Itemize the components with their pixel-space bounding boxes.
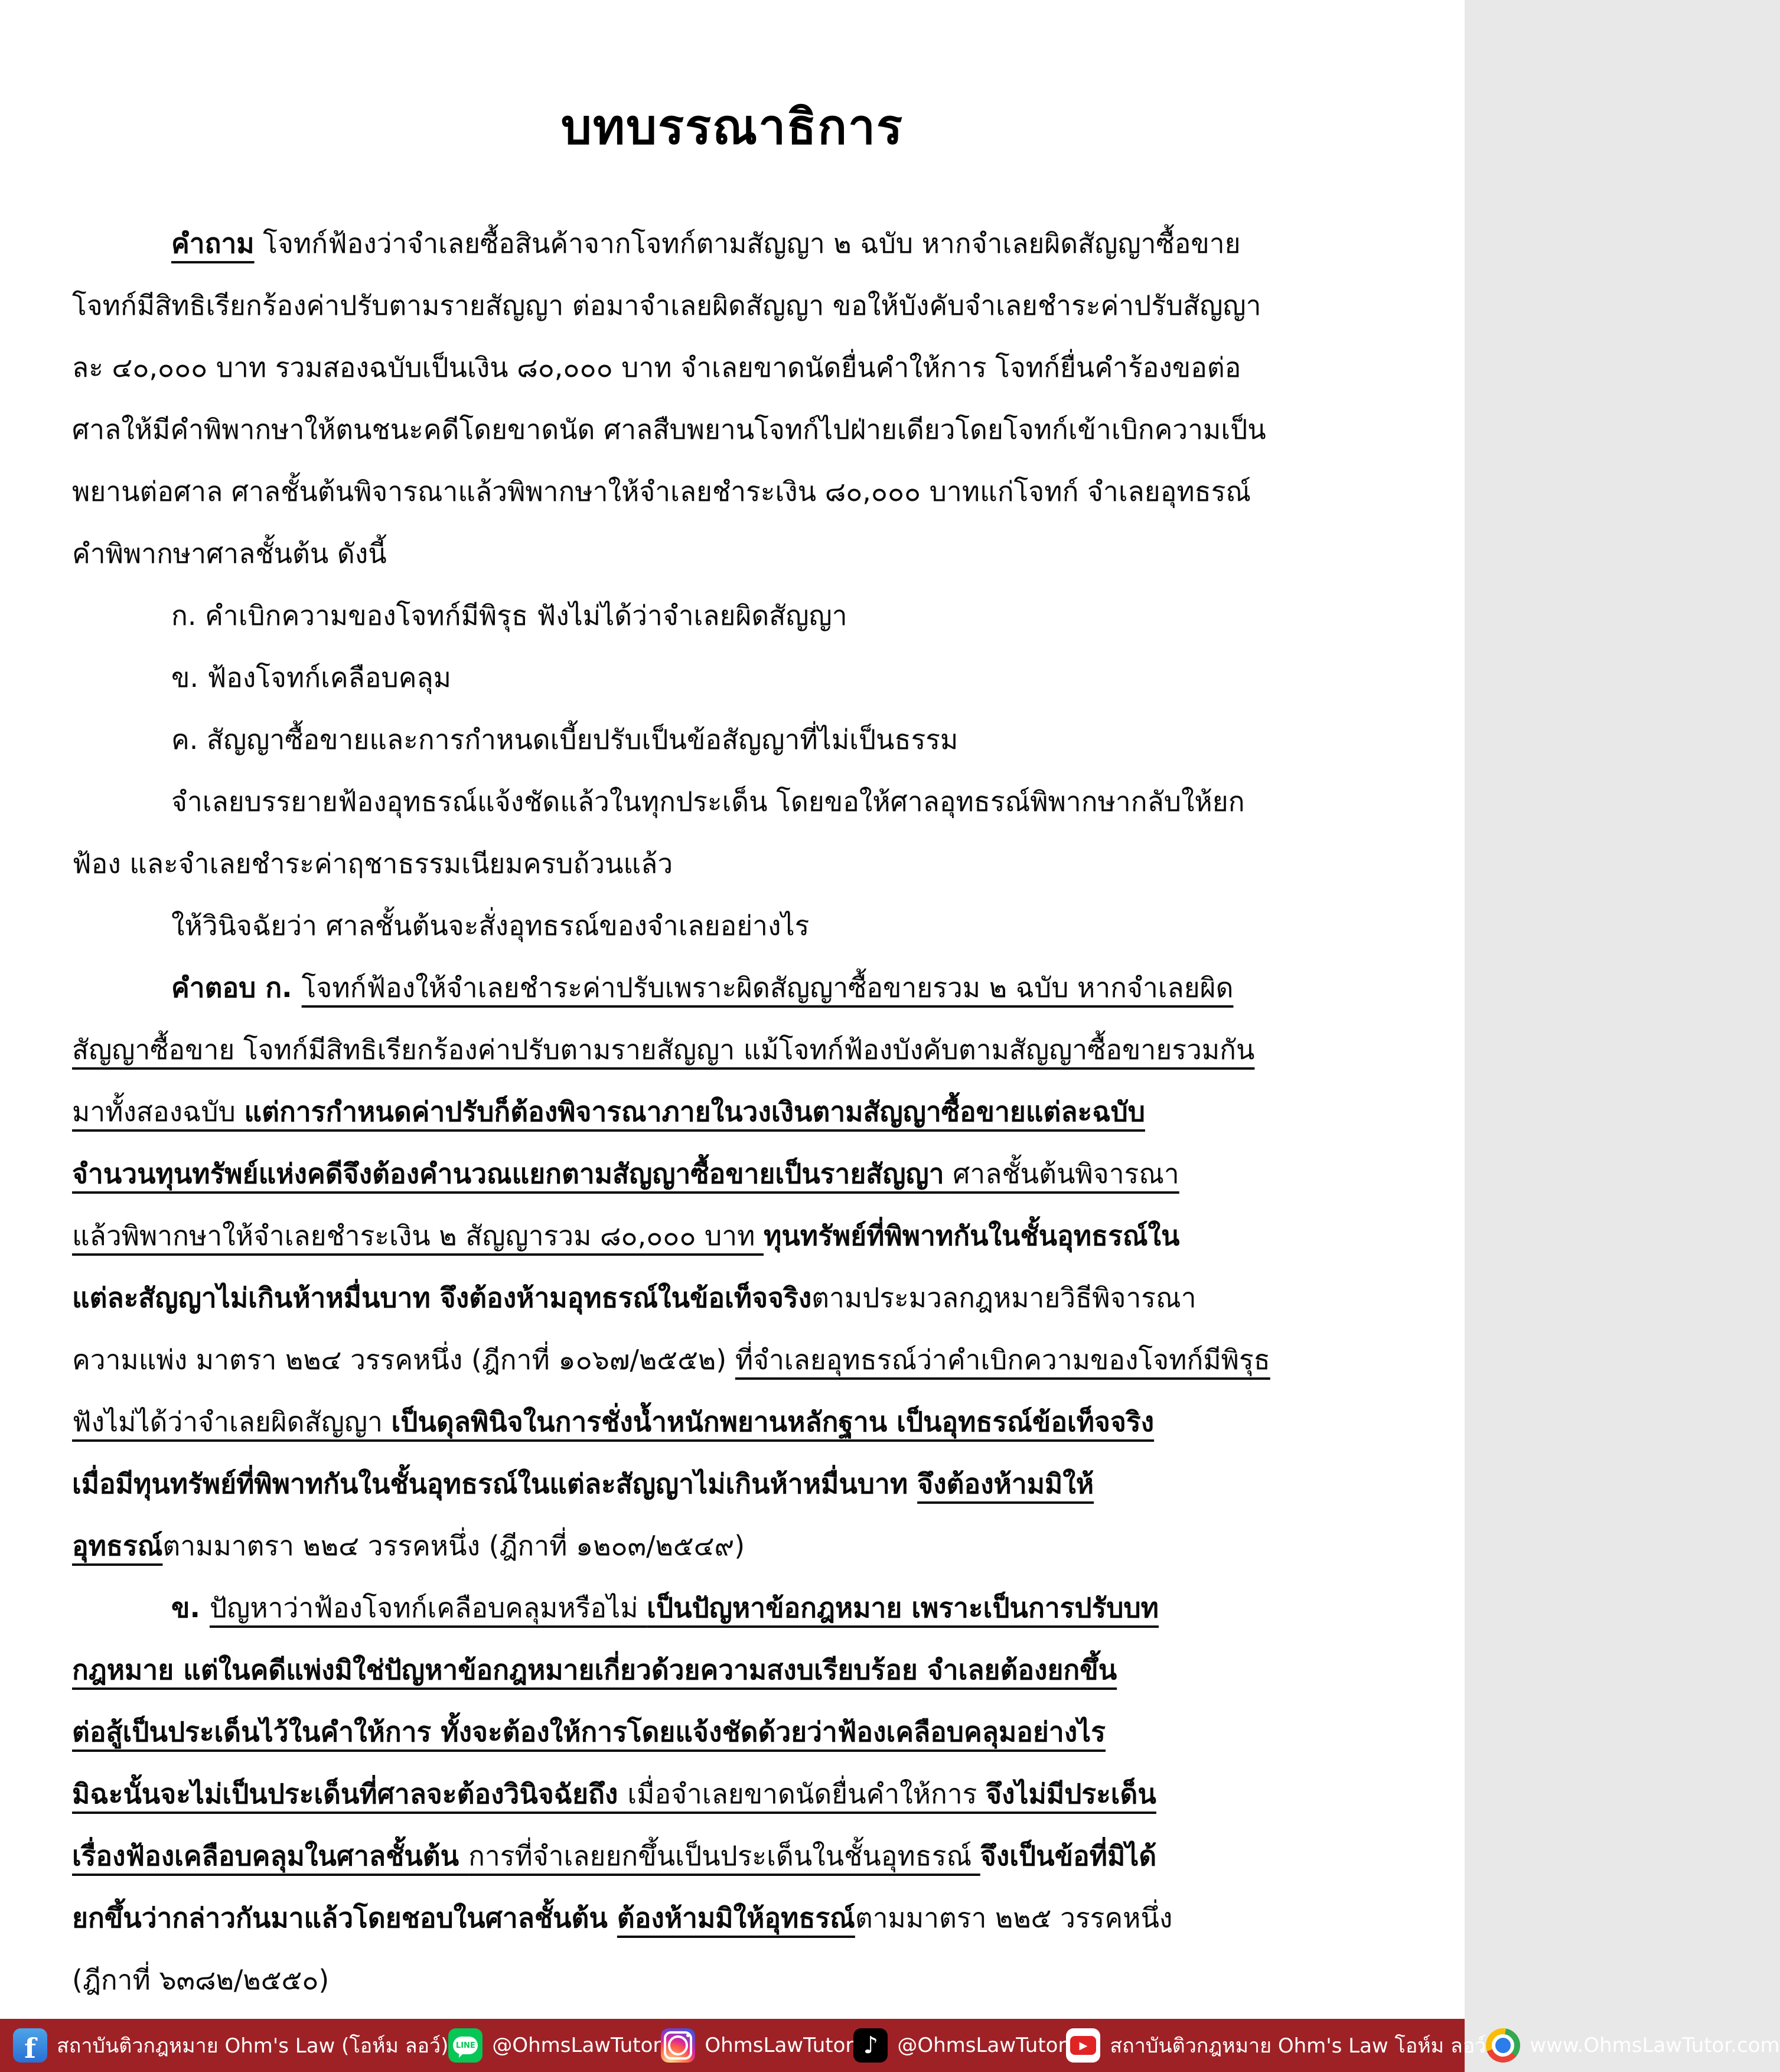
footer-item-label: สถาบันติวกฎหมาย Ohm's Law (โอห์ม ลอว์) (57, 2034, 449, 2058)
text-segment: อุทธรณ์ (72, 1530, 163, 1562)
text-line (72, 1391, 1395, 1453)
text-segment: ต้องห้ามมิให้อุทธรณ์ (617, 1902, 855, 1934)
text-segment: ข. (171, 1592, 210, 1624)
text-segment: เป็นปัญหาข้อกฎหมาย เพราะเป็นการปรับบท (647, 1592, 1159, 1624)
footer-item-label: www.OhmsLawTutor.com (1530, 2034, 1780, 2057)
text-segment: ข. ฟ้องโจทก์เคลือบคลุม (171, 662, 451, 693)
text-line (72, 1949, 1395, 2011)
text-segment: ให้วินิจฉัยว่า ศาลชั้นต้นจะสั่งอุทธรณ์ของจำเลยอย่างไร (171, 910, 810, 941)
text-line (72, 1763, 1395, 1825)
text-segment: ทุนทรัพย์ที่พิพาทกันในชั้นอุทธรณ์ใน (764, 1220, 1180, 1252)
text-line (72, 709, 1395, 771)
text-segment: เรื่องฟ้องเคลือบคลุมในศาลชั้นต้น (72, 1840, 469, 1872)
text-segment: ปัญหาว่าฟ้องโจทก์เคลือบคลุมหรือไม่ (209, 1592, 647, 1624)
text-line (72, 275, 1395, 337)
text-segment: การที่จำเลยยกขึ้นเป็นประเด็นในชั้นอุทธรณ์ (468, 1840, 980, 1872)
text-segment: ที่จำเลยอุทธรณ์ว่าคำเบิกความของโจทก์มีพิรุธ (735, 1344, 1270, 1376)
text-segment: คำพิพากษาศาลชั้นต้น ดังนี้ (72, 537, 387, 569)
footer-item-label: @OhmsLawTutor (897, 2034, 1067, 2057)
text-line (72, 833, 1395, 895)
text-line (72, 957, 1395, 1019)
text-segment: เมื่อมีทุนทรัพย์ที่พิพาทกันในชั้นอุทธรณ์ในแต่ละสัญญาไม่เกินห้าหมื่นบาท (72, 1468, 918, 1500)
text-segment: ละ ๔๐,๐๐๐ บาท รวมสองฉบับเป็นเงิน ๘๐,๐๐๐ บาท จำเลยขาดนัดยื่นคำให้การ โจทก์ยื่นคำร้องขอต่อ (72, 351, 1241, 383)
text-segment: คำถาม (171, 227, 255, 259)
text-line (72, 895, 1395, 957)
text-segment: จำนวนทุนทรัพย์แห่งคดีจึงต้องคำนวณแยกตามสัญญาซื้อขายเป็นรายสัญญา (72, 1158, 944, 1190)
page-title: บทบรรณาธิการ (560, 99, 904, 155)
line-icon: LINE (448, 2028, 483, 2063)
text-segment: แต่การกำหนดค่าปรับก็ต้องพิจารณาภายในวงเงินตามสัญญาซื้อขายแต่ละฉบับ (244, 1096, 1145, 1128)
text-segment: ศาลให้มีคำพิพากษาให้ตนชนะคดีโดยขาดนัด ศาลสืบพยานโจทก์ไปฝ่ายเดียวโดยโจทก์เข้าเบิกความเป็น (72, 413, 1266, 445)
footer-item-line (448, 2028, 661, 2063)
text-line (72, 337, 1395, 399)
facebook-icon: f (13, 2028, 47, 2063)
text-line (72, 1205, 1395, 1267)
text-segment: ค. สัญญาซื้อขายและการกำหนดเบี้ยปรับเป็นข้อสัญญาที่ไม่เป็นธรรม (171, 724, 959, 755)
text-line (72, 771, 1395, 833)
instagram-icon (661, 2028, 695, 2063)
text-line (72, 585, 1395, 647)
text-segment: เป็นดุลพินิจในการชั่งน้ำหนักพยานหลักฐาน เป็นอุทธรณ์ข้อเท็จจริง (391, 1406, 1155, 1438)
text-line (72, 1577, 1395, 1639)
chrome-icon (1486, 2028, 1520, 2063)
footer-item-label: @OhmsLawTutor (492, 2034, 661, 2057)
text-line (72, 1639, 1395, 1701)
text-line (72, 1329, 1395, 1391)
text-line (72, 213, 1395, 275)
text-segment: โจทก์มีสิทธิเรียกร้องค่าปรับตามรายสัญญา ต่อมาจำเลยผิดสัญญา ขอให้บังคับจำเลยชำระค่าปรับสัญญา (72, 289, 1261, 321)
text-line (72, 523, 1395, 585)
text-segment: โจทก์ฟ้องว่าจำเลยซื้อสินค้าจากโจทก์ตามสัญญา ๒ ฉบับ หากจำเลยผิดสัญญาซื้อขาย (254, 227, 1241, 259)
text-segment: จำเลยบรรยายฟ้องอุทธรณ์แจ้งชัดแล้วในทุกประเด็น โดยขอให้ศาลอุทธรณ์พิพากษากลับให้ยก (171, 786, 1245, 817)
footer-item-facebook (13, 2028, 448, 2063)
text-segment: จึงต้องห้ามมิให้ (917, 1468, 1094, 1500)
text-segment: ศาลชั้นต้นพิจารณา (944, 1158, 1179, 1190)
text-line (72, 1825, 1395, 1887)
text-line (72, 1267, 1395, 1329)
text-segment: ยกขึ้นว่ากล่าวกันมาแล้วโดยชอบในศาลชั้นต้น (72, 1902, 617, 1934)
text-line (72, 399, 1395, 461)
footer-item-website (1486, 2028, 1779, 2063)
text-segment: เมื่อจำเลยขาดนัดยื่นคำให้การ (627, 1778, 986, 1810)
text-segment: สัญญาซื้อขาย โจทก์มีสิทธิเรียกร้องค่าปรับตามรายสัญญา แม้โจทก์ฟ้องบังคับตามสัญญาซื้อขายรวมกัน (72, 1034, 1255, 1066)
text-segment: มิฉะนั้นจะไม่เป็นประเด็นที่ศาลจะต้องวินิจฉัยถึง (72, 1778, 628, 1810)
document-body (72, 213, 1395, 2011)
tiktok-icon: ♪ (853, 2028, 888, 2063)
text-segment: แต่ละสัญญาไม่เกินห้าหมื่นบาท จึงต้องห้ามอุทธรณ์ในข้อเท็จจริง (72, 1282, 812, 1314)
text-segment: มาทั้งสองฉบับ (72, 1096, 244, 1128)
text-line (72, 1887, 1395, 1949)
text-segment: ฟ้อง และจำเลยชำระค่าฤชาธรรมเนียมครบถ้วนแล้ว (72, 848, 673, 879)
text-segment: ความแพ่ง มาตรา ๒๒๔ วรรคหนึ่ง (ฎีกาที่ ๑๐๖๗/๒๕๕๒) (72, 1344, 735, 1376)
text-line (72, 1143, 1395, 1205)
text-segment: พยานต่อศาล ศาลชั้นต้นพิจารณาแล้วพิพากษาให้จำเลยชำระเงิน ๘๐,๐๐๐ บาทแก่โจทก์ จำเลยอุทธรณ์ (72, 475, 1251, 507)
text-segment: กฎหมาย แต่ในคดีแพ่งมิใช่ปัญหาข้อกฎหมายเกี่ยวด้วยความสงบเรียบร้อย จำเลยต้องยกขึ้น (72, 1654, 1117, 1686)
text-line (72, 647, 1395, 709)
footer-item-label: OhmsLawTutor (705, 2034, 854, 2057)
youtube-icon: ▶ (1066, 2028, 1100, 2063)
footer-item-tiktok (853, 2028, 1066, 2063)
footer-item-label: สถาบันติวกฎหมาย Ohm's Law โอห์ม ลอว์ (1110, 2034, 1486, 2058)
text-segment: ก. คำเบิกความของโจทก์มีพิรุธ ฟังไม่ได้ว่าจำเลยผิดสัญญา (171, 600, 847, 631)
text-line (72, 461, 1395, 523)
text-segment: แล้วพิพากษาให้จำเลยชำระเงิน ๒ สัญญารวม ๘๐,๐๐๐ บาท (72, 1220, 764, 1252)
text-segment: จึงไม่มีประเด็น (986, 1778, 1156, 1810)
text-line (72, 1081, 1395, 1143)
text-segment: ต่อสู้เป็นประเด็นไว้ในคำให้การ ทั้งจะต้องให้การโดยแจ้งชัดด้วยว่าฟ้องเคลือบคลุมอย่างไร (72, 1716, 1106, 1748)
text-line (72, 1701, 1395, 1763)
text-line (72, 1019, 1395, 1081)
text-segment: (ฎีกาที่ ๖๓๘๒/๒๕๕๐) (72, 1964, 330, 1996)
text-segment: โจทก์ฟ้องให้จำเลยชำระค่าปรับเพราะผิดสัญญาซื้อขายรวม ๒ ฉบับ หากจำเลยผิด (301, 972, 1234, 1004)
text-segment: ตามมาตรา ๒๒๔ วรรคหนึ่ง (ฎีกาที่ ๑๒๐๓/๒๕๔๙) (162, 1530, 745, 1562)
text-line (72, 1515, 1395, 1577)
social-footer (0, 2019, 1780, 2072)
footer-item-instagram (661, 2028, 853, 2063)
text-segment: จึงเป็นข้อที่มิได้ (980, 1840, 1157, 1872)
footer-item-youtube (1066, 2028, 1486, 2063)
text-segment: ตามประมวลกฎหมายวิธีพิจารณา (811, 1282, 1197, 1314)
text-segment: คำตอบ ก. (171, 972, 302, 1004)
text-segment: ฟังไม่ได้ว่าจำเลยผิดสัญญา (72, 1406, 392, 1438)
text-segment: ตามมาตรา ๒๒๕ วรรคหนึ่ง (855, 1902, 1173, 1934)
text-line (72, 1453, 1395, 1515)
